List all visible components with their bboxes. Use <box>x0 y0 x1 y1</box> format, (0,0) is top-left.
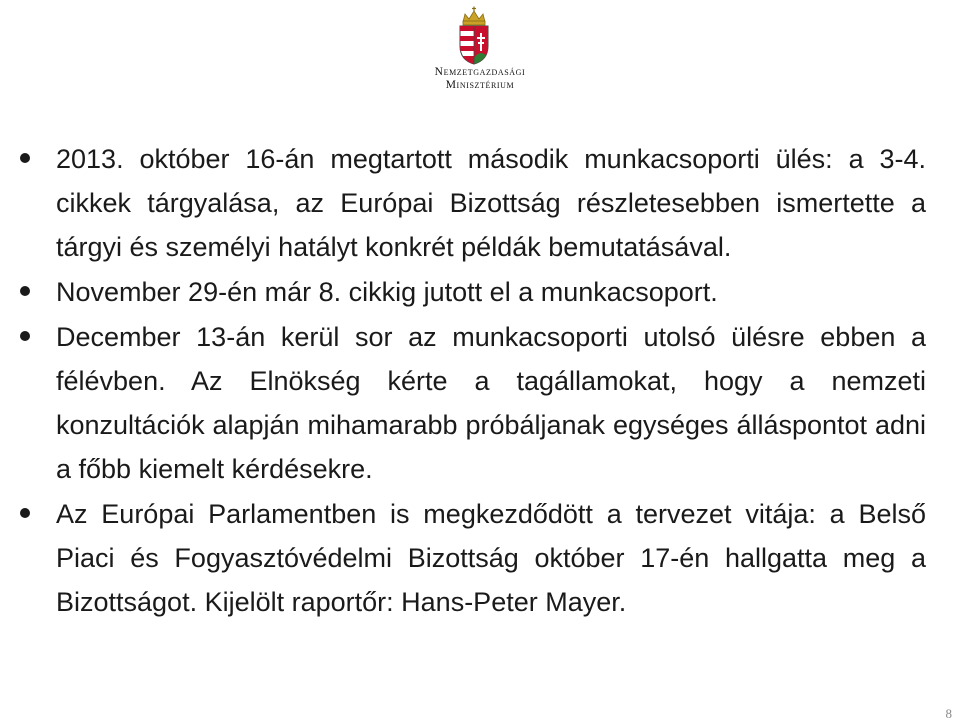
bullet-dot-icon <box>20 508 30 518</box>
bullet-text: December 13-án kerül sor az munkacsoporti utolsó ülésre ebben a félévben. Az Elnökség kérte a tagállamokat, hogy a nemzeti konzultációk alapján mihamarabb próbáljanak egységes álláspontot adni a főbb kiemelt kérdésekre. <box>56 322 926 484</box>
ministry-logo <box>0 0 960 100</box>
ministry-name-line2: Minisztérium <box>445 79 515 91</box>
bullet-text: Az Európai Parlamentben is megkezdődött a tervezet vitája: a Belső Piaci és Fogyasztóvédelmi Bizottság október 17-én hallgatta meg a Bizottságot. Kijelölt raportőr: Hans-Peter Mayer. <box>56 499 926 617</box>
bullet-item <box>20 315 926 491</box>
bullet-dot-icon <box>20 286 30 296</box>
page-number: 8 <box>945 706 952 721</box>
bullet-dot-icon <box>20 331 30 341</box>
ministry-name <box>376 66 584 92</box>
bullet-list <box>20 137 926 625</box>
bullet-item <box>20 270 926 314</box>
ministry-name-line1: Nemzetgazdasági <box>434 66 526 78</box>
hungarian-coat-of-arms-icon <box>455 6 493 66</box>
bullet-item <box>20 492 926 624</box>
bullet-text: 2013. október 16-án megtartott második munkacsoporti ülés: a 3-4. cikkek tárgyalása, az Európai Bizottság részletesebben ismertette a tárgyi és személyi hatályt konkrét példák bemutatásával. <box>56 144 926 262</box>
bullet-item <box>20 137 926 269</box>
bullet-text: November 29-én már 8. cikkig jutott el a munkacsoport. <box>56 277 718 307</box>
bullet-dot-icon <box>20 153 30 163</box>
